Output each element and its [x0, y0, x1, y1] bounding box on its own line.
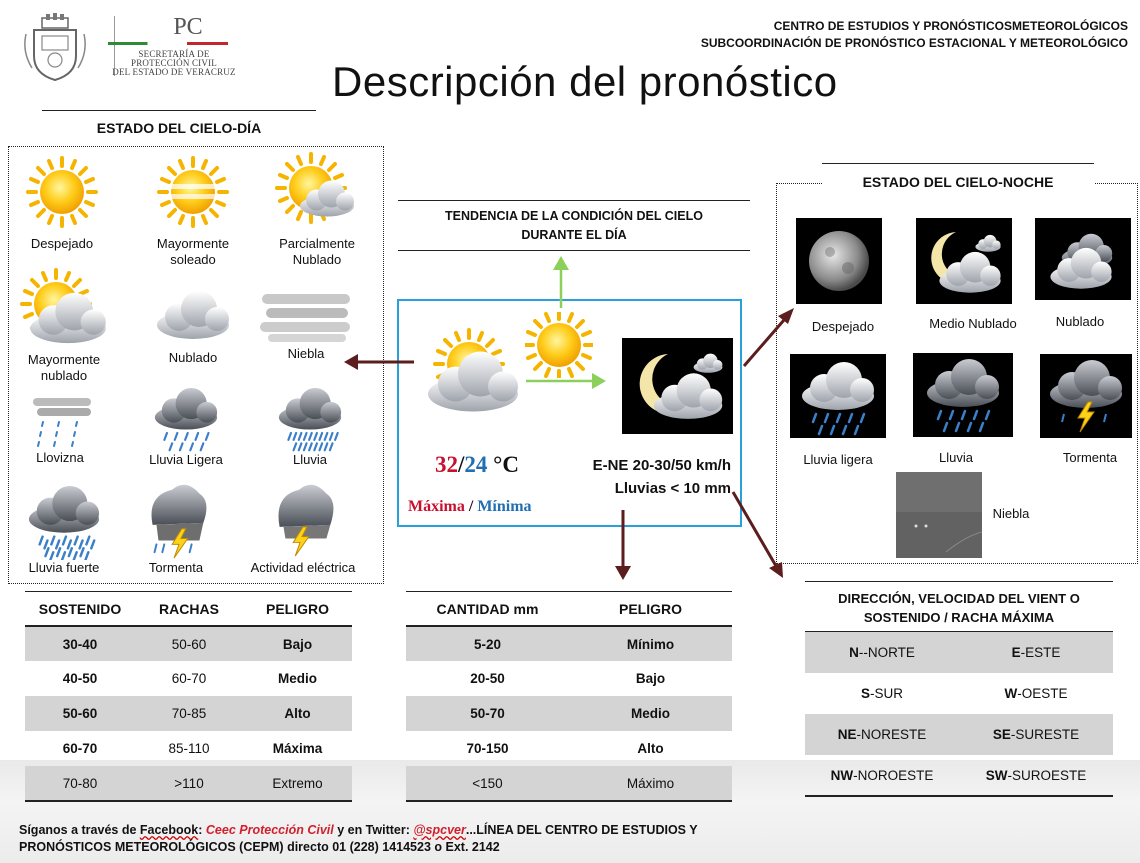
cloud-icon: [148, 284, 238, 350]
table-row: [25, 731, 352, 766]
table-cell: Medio: [278, 671, 317, 686]
direction-name: -OESTE: [1017, 686, 1068, 701]
temp-separator: /: [458, 452, 465, 477]
max-min-legend: [408, 498, 532, 516]
logo-text-line: PROTECCIÓN CIVIL: [131, 58, 217, 68]
night-label: Lluvia ligera: [803, 452, 873, 467]
night-label: Despejado: [811, 319, 875, 334]
direction-cell: [959, 714, 1113, 755]
day-item-tormenta: [116, 480, 236, 576]
temp-min: 24: [464, 452, 488, 477]
direction-cell: [805, 755, 959, 796]
wind-header: PELIGRO: [243, 592, 352, 626]
direction-name: -SUR: [870, 686, 903, 701]
table-row: [406, 766, 732, 801]
table-cell: 5-20: [406, 626, 569, 661]
day-item-actividad-electrica: [243, 480, 363, 576]
forecast-day-icon: [412, 322, 522, 422]
drizzle-icon: [15, 394, 105, 450]
day-item-label: Lluvia fuerte: [28, 560, 100, 575]
rain-text: Lluvias < 10 mm: [614, 480, 731, 497]
day-item-label: Tormenta: [148, 560, 204, 575]
temperature: [435, 452, 519, 478]
moon-cloud-icon: [916, 218, 1012, 304]
direction-name: -ESTE: [1020, 645, 1061, 660]
light-rain-icon: [141, 388, 231, 452]
table-cell: 85-110: [168, 741, 210, 756]
table-row: [805, 714, 1113, 755]
table-row: [25, 766, 352, 801]
divider: [805, 581, 1113, 582]
trend-title-line: TENDENCIA DE LA CONDICIÓN DEL CIELO: [445, 209, 703, 223]
center-name-line: CENTRO DE ESTUDIOS Y PRONÓSTICOSMETEOROLÓGICOS: [773, 19, 1128, 33]
day-item-label: Parcialmente Nublado: [279, 236, 355, 267]
night-label: Niebla: [992, 506, 1030, 521]
rain-header: CANTIDAD mm: [406, 592, 569, 626]
night-sky-heading: ESTADO DEL CIELO-NOCHE: [822, 174, 1094, 190]
table-cell: 50-60: [135, 626, 243, 661]
night-rain-icon: [913, 353, 1013, 437]
day-item-nublado: [133, 284, 253, 366]
direction-abbr: SE: [992, 727, 1011, 742]
direction-abbr: N: [849, 645, 859, 660]
day-item-label: Nublado: [168, 350, 218, 365]
direction-table: [805, 632, 1113, 797]
direction-abbr: NE: [837, 727, 857, 742]
table-cell: 50-70: [406, 696, 569, 731]
night-label: Lluvia: [939, 450, 973, 465]
day-item-label: Mayormente nublado: [27, 352, 101, 383]
direction-abbr: S: [860, 686, 870, 701]
table-row: [805, 632, 1113, 673]
direction-name: -NOROESTE: [853, 767, 934, 783]
table-cell: <150: [406, 766, 569, 801]
divider: [398, 200, 750, 201]
direction-name: -SUROESTE: [1007, 767, 1087, 783]
direction-name: -NORESTE: [856, 727, 927, 742]
day-item-parcialmente-nublado: [257, 148, 377, 268]
table-cell: Máxima: [272, 741, 323, 756]
rain-icon: [265, 388, 355, 452]
sun-icon: [17, 148, 107, 236]
table-cell: Medio: [569, 696, 732, 731]
table-cell: 50-60: [25, 696, 135, 731]
day-item-lluvia: [250, 388, 370, 468]
footer-line: [19, 822, 698, 839]
wind-rain-summary: [566, 454, 731, 500]
heavy-rain-icon: [19, 484, 109, 560]
logo-initials: PC: [173, 14, 203, 40]
facebook-account-link[interactable]: Ceec Protección Civil: [205, 823, 334, 837]
divider: [822, 163, 1094, 164]
night-label: Tormenta: [1062, 450, 1118, 465]
footer-text: Síganos a través de: [19, 823, 140, 837]
table-cell: 30-40: [25, 626, 135, 661]
divider: [42, 110, 316, 111]
lightning-icon: [258, 480, 348, 560]
moon-icon: [796, 218, 882, 304]
night-cloud-icon: [1035, 218, 1131, 300]
footer-line: PRONÓSTICOS METEOROLÓGICOS (CEPM) directo 01 (228) 1414523 o Ext. 2142: [19, 840, 500, 854]
table-cell: Alto: [243, 696, 352, 731]
footer-text: :: [198, 823, 206, 837]
direction-cell: [805, 714, 959, 755]
table-row: [25, 661, 352, 696]
logo-text: [104, 50, 244, 77]
table-cell: 70-80: [25, 766, 135, 801]
table-cell: 60-70: [62, 741, 98, 756]
footer: [19, 822, 698, 856]
night-label: Nublado: [1055, 314, 1105, 329]
legend-slash: /: [464, 498, 478, 515]
mostly-cloudy-icon: [19, 268, 109, 352]
table-cell: Bajo: [635, 671, 666, 686]
table-cell: Máximo: [569, 766, 732, 801]
wind-header: RACHAS: [135, 592, 243, 626]
night-storm-icon: [1040, 354, 1132, 438]
day-item-label: Lluvia: [293, 452, 327, 467]
table-cell: >110: [135, 766, 243, 801]
fog-icon: [258, 290, 354, 346]
direction-cell: [805, 673, 959, 714]
day-item-label: Llovizna: [36, 450, 84, 465]
direction-title-line: SOSTENIDO / RACHA MÁXIMA: [863, 610, 1055, 625]
wind-text: E-NE 20-30/50 km/h: [592, 457, 731, 474]
table-row: [406, 696, 732, 731]
partly-cloudy-icon: [272, 148, 362, 236]
coat-of-arms-icon: [20, 12, 90, 82]
table-cell: 70-85: [135, 696, 243, 731]
logo-text-line: DEL ESTADO DE VERACRUZ: [112, 67, 236, 77]
table-cell: Mínimo: [569, 626, 732, 661]
day-item-label: Actividad eléctrica: [250, 560, 356, 575]
center-name-line: SUBCOORDINACIÓN DE PRONÓSTICO ESTACIONAL Y METEOROLÓGICO: [700, 36, 1128, 50]
direction-cell: [959, 673, 1113, 714]
footer-text: ...LÍNEA DEL CENTRO DE ESTUDIOS Y: [465, 823, 698, 837]
rain-table: [406, 592, 732, 802]
direction-abbr: SW: [985, 767, 1008, 783]
rain-header: PELIGRO: [569, 592, 732, 626]
logo-text-line: SECRETARÍA DE: [138, 49, 210, 59]
direction-cell: [805, 632, 959, 673]
table-cell: 40-50: [62, 671, 98, 686]
min-label: Mínima: [477, 498, 532, 515]
table-cell: Extremo: [243, 766, 352, 801]
direction-cell: [959, 632, 1113, 673]
day-item-lluvia-fuerte: [4, 484, 124, 576]
direction-title-line: DIRECCIÓN, VELOCIDAD DEL VIENT O: [838, 591, 1080, 606]
storm-icon: [131, 480, 221, 560]
temp-unit: °C: [487, 452, 519, 477]
direction-abbr: W: [1004, 686, 1018, 701]
temp-max: 32: [435, 452, 458, 477]
center-name: [701, 18, 1128, 52]
table-row: [25, 626, 352, 661]
table-row: [406, 626, 732, 661]
twitter-account-link[interactable]: @spcver: [413, 823, 466, 837]
logo: [20, 12, 235, 84]
day-item-lluvia-ligera: [126, 388, 246, 468]
day-item-despejado: [2, 148, 122, 252]
footer-text: y en Twitter:: [333, 823, 414, 837]
direction-name: -SURESTE: [1010, 727, 1080, 742]
table-row: [805, 755, 1113, 796]
logo-stripe: [108, 42, 228, 45]
day-item-label: Despejado: [30, 236, 94, 251]
trend-sun-icon: [525, 312, 593, 378]
day-item-llovizna: [0, 394, 120, 466]
day-sky-heading: ESTADO DEL CIELO-DÍA: [96, 120, 262, 136]
table-cell: 60-70: [171, 671, 207, 686]
night-label: Medio Nublado: [929, 316, 1017, 331]
table-cell: 20-50: [470, 671, 505, 686]
table-cell: 70-150: [466, 741, 509, 756]
direction-title: [805, 589, 1113, 627]
table-row: [406, 731, 732, 766]
day-item-label: Mayormente soleado: [156, 236, 230, 267]
day-item-label: Niebla: [287, 346, 325, 361]
page-title: Descripción del pronóstico: [332, 58, 838, 105]
day-item-mayormente-soleado: [133, 148, 253, 268]
table-row: [805, 673, 1113, 714]
max-label: Máxima: [408, 498, 465, 515]
mostly-sunny-icon: [148, 148, 238, 236]
table-row: [25, 696, 352, 731]
divider: [398, 250, 750, 251]
night-light-rain-icon: [790, 354, 886, 438]
day-item-label: Lluvia Ligera: [149, 452, 223, 467]
night-fog-icon: [896, 472, 982, 558]
day-item-mayormente-nublado: [4, 268, 124, 384]
direction-abbr: NW: [830, 767, 854, 783]
direction-name: --NORTE: [858, 645, 915, 660]
forecast-night-icon: [622, 338, 733, 434]
wind-table: [25, 592, 352, 802]
wind-header: SOSTENIDO: [25, 592, 135, 626]
day-item-niebla: [246, 290, 366, 362]
direction-abbr: E: [1011, 645, 1021, 660]
table-cell: Alto: [637, 741, 664, 756]
direction-cell: [959, 755, 1113, 796]
table-row: [406, 661, 732, 696]
table-cell: Bajo: [243, 626, 352, 661]
facebook-link[interactable]: Facebook: [139, 823, 199, 837]
moon-cloud-icon: [622, 338, 733, 434]
trend-title-line: DURANTE EL DÍA: [521, 228, 627, 242]
trend-title: [398, 207, 750, 245]
